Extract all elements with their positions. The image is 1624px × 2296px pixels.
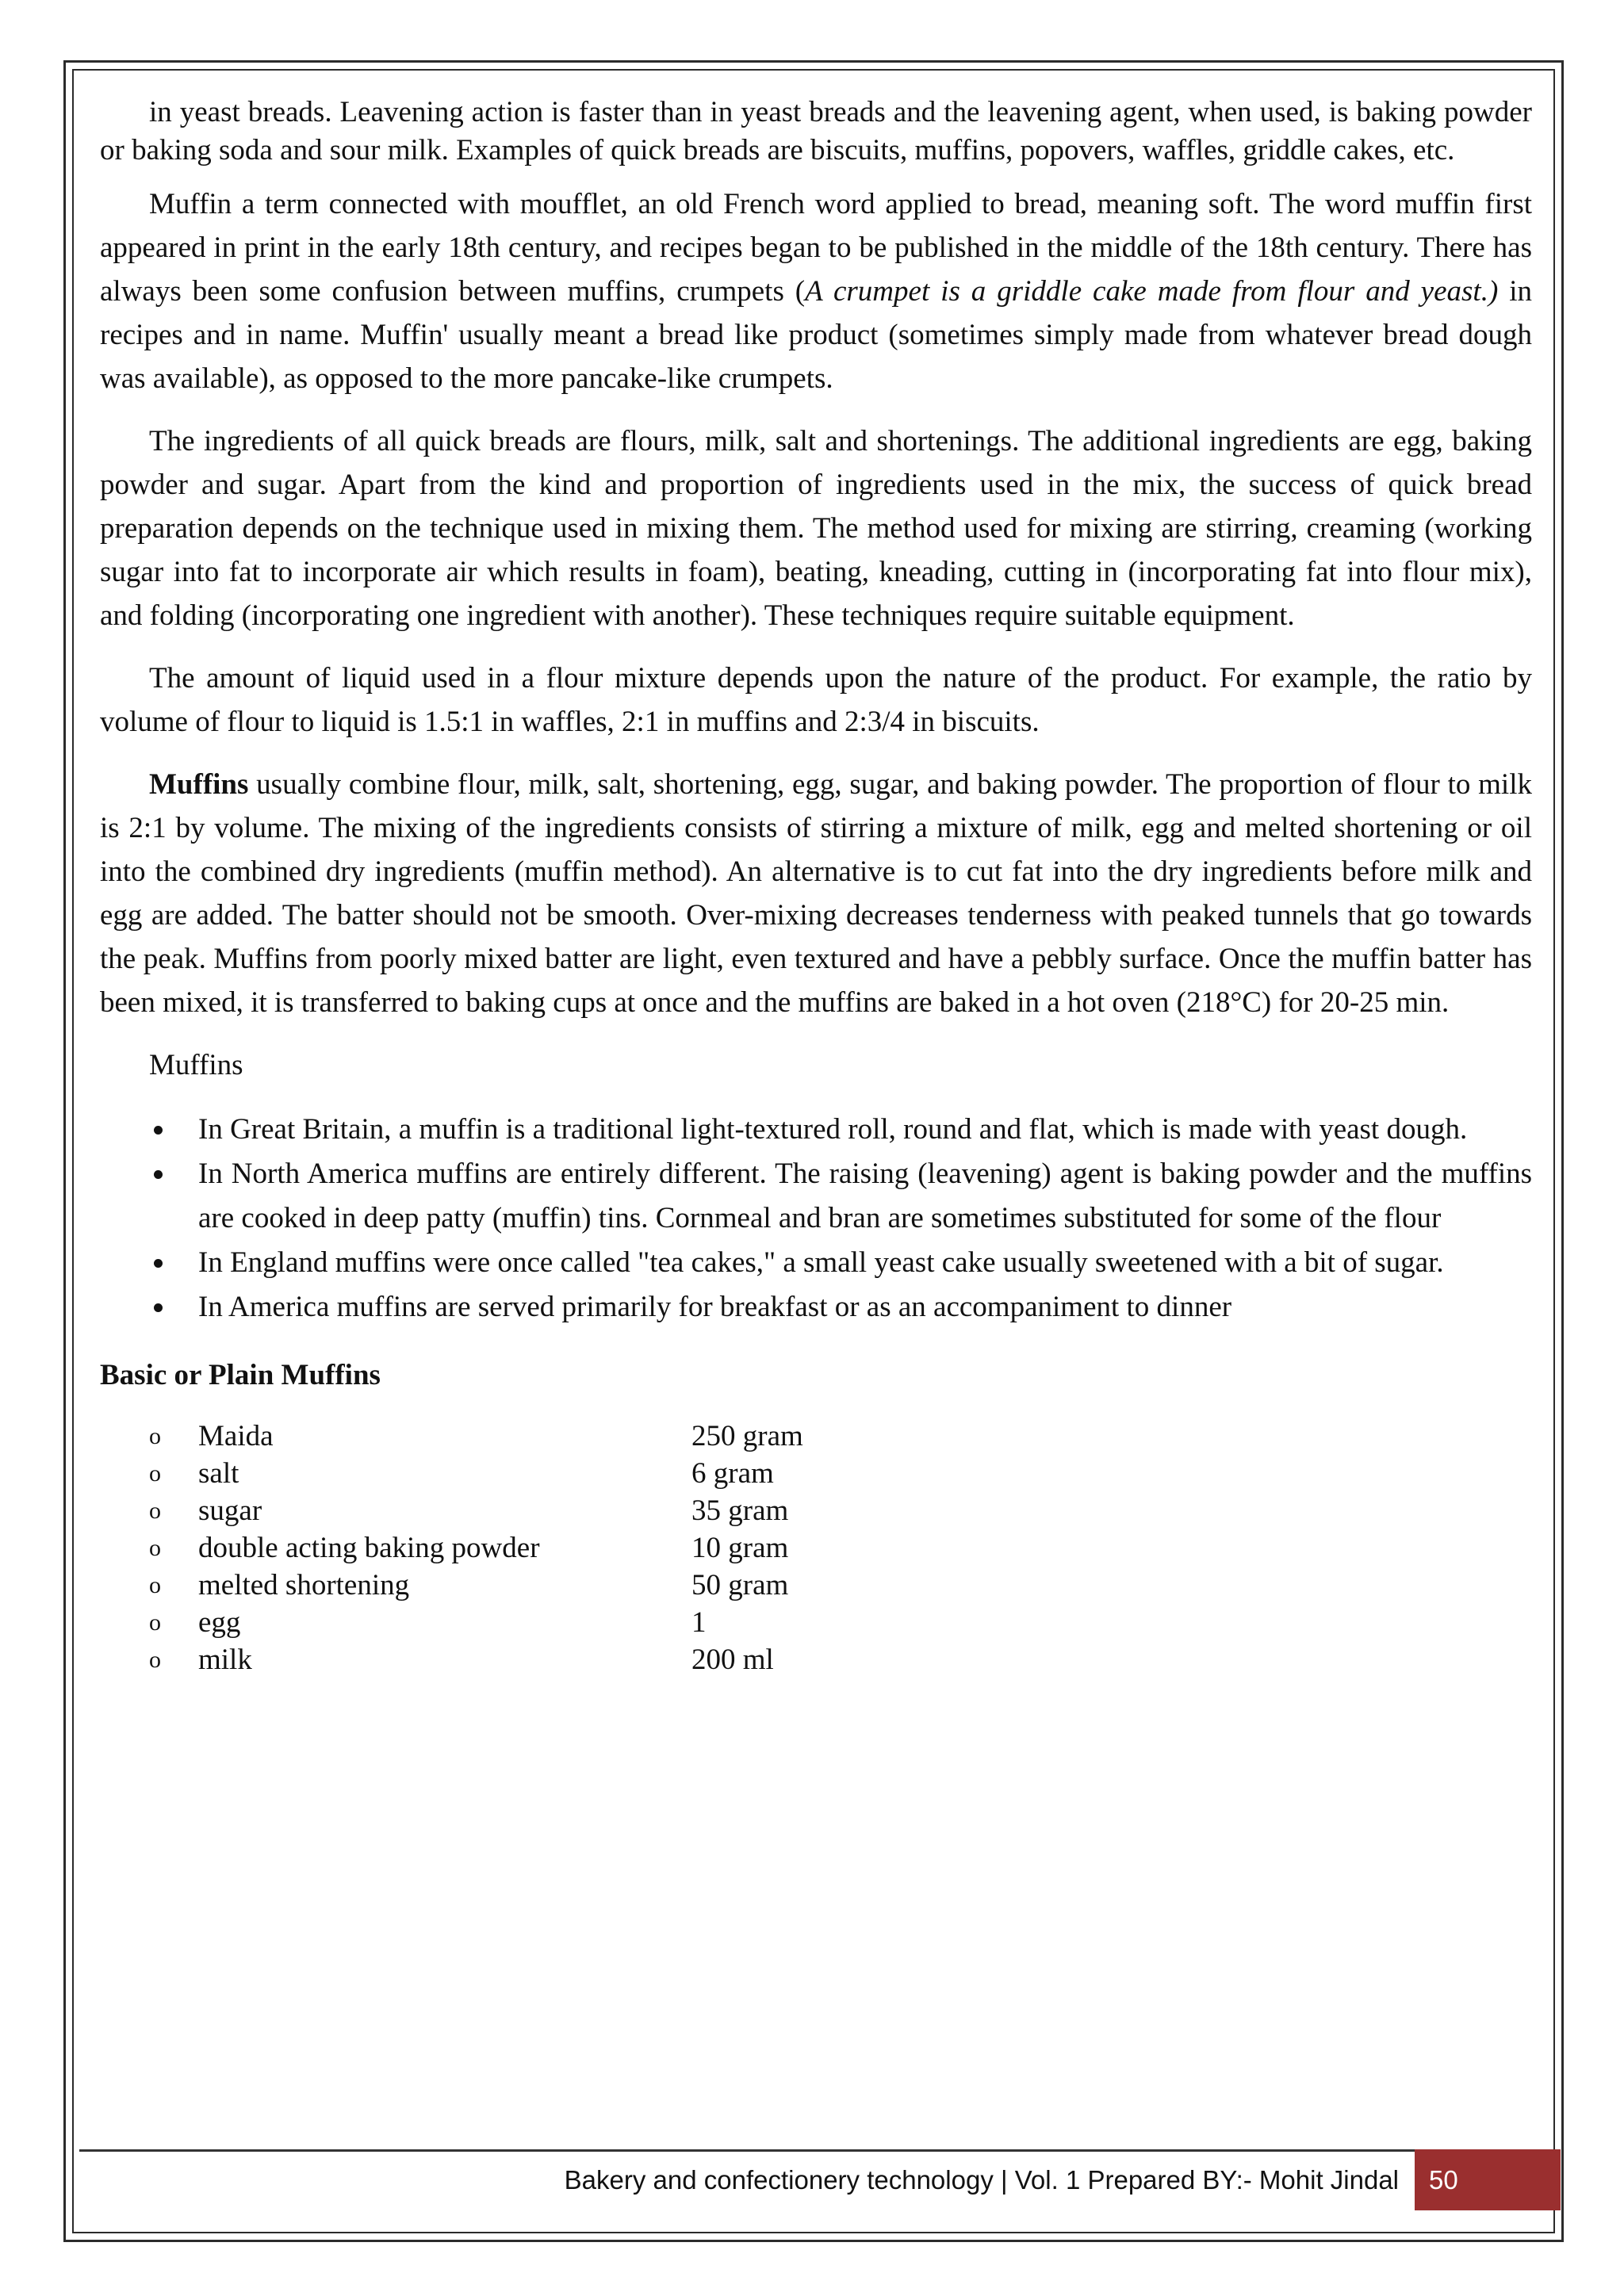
list-item-text: In North America muffins are entirely different. The raising (leavening) agent is baking powder and the muffins are cooked in deep patty (muffin) tins. Cornmeal and bran are sometimes substituted for some of the flour [198, 1158, 1532, 1234]
list-item-text: In Great Britain, a muffin is a traditional light-textured roll, round and flat, which is made with yeast dough. [198, 1113, 1468, 1146]
paragraph-liquid-ratio: The amount of liquid used in a flour mixture depends upon the nature of the product. For example, the ratio by volume of flour to liquid is 1.5:1 in waffles, 2:1 in muffins and 2:3/4 in biscuits. [100, 662, 1532, 738]
ingredient-quantity: 250 gram [691, 1420, 803, 1452]
paragraph-muffins-method [100, 763, 1532, 1024]
bullet-icon [154, 1170, 163, 1179]
page-number: 50 [1415, 2149, 1561, 2210]
circle-bullet-icon: o [149, 1460, 161, 1487]
ingredient-name: Maida [198, 1420, 274, 1452]
ingredient-quantity: 6 gram [691, 1457, 774, 1490]
paragraph-quick-breads-intro [100, 94, 1532, 170]
ingredient-name: double acting baking powder [198, 1532, 540, 1564]
page-content [100, 94, 1532, 1678]
muffins-subheading: Muffins [149, 1049, 243, 1081]
paragraph-muffin-etymology [100, 182, 1532, 400]
paragraph-text: Muffin a term connected with moufflet, an old French word applied to bread, meaning soft. The word muffin first appeared in print in the early 18th century, and recipes began to be published in the middle of the 18th century. There has always been some confusion between muffins, crumpets ( [100, 188, 1532, 308]
list-item-text: In England muffins were once called "tea cakes," a small yeast cake usually sweetened with a bit of sugar. [198, 1246, 1444, 1279]
ingredient-row [100, 1529, 1532, 1567]
ingredient-row [100, 1455, 1532, 1492]
ingredient-row [100, 1418, 1532, 1455]
circle-bullet-icon: o [149, 1535, 161, 1561]
circle-bullet-icon: o [149, 1609, 161, 1636]
ingredient-row [100, 1604, 1532, 1641]
circle-bullet-icon: o [149, 1423, 161, 1449]
paragraph-ingredients: The ingredients of all quick breads are flours, milk, salt and shortenings. The additional ingredients are egg, baking powder and sugar. Apart from the kind and proportion of ingredients used in the mix, the success of quick bread preparation depends on the technique used in mixing them. The method used for mixing are stirring, creaming (working sugar into fat to incorporate air which results in foam), beating, kneading, cutting in (incorporating fat into flour mix), and folding (incorporating one ingredient with another). These techniques require suitable equipment. [100, 425, 1532, 632]
paragraph-text: in recipes and in name. Muffin' usually meant a bread like product (sometimes simply made from whatever bread dough was available), as opposed to the more pancake-like crumpets. [100, 275, 1532, 395]
ingredient-quantity: 35 gram [691, 1494, 789, 1527]
circle-bullet-icon: o [149, 1498, 161, 1524]
ingredient-quantity: 200 ml [691, 1644, 774, 1676]
footer-text: Bakery and confectionery technology | Vol. 1 Prepared BY:- Mohit Jindal [564, 2165, 1399, 2195]
paragraph-text: in yeast breads. Leavening action is faster than in yeast breads and the leavening agent, when used, is baking powder or baking soda and sour milk. Examples of quick breads are biscuits, muffins, popovers, waffles, griddle cakes, etc. [100, 96, 1532, 166]
ingredient-quantity: 1 [691, 1606, 707, 1639]
circle-bullet-icon: o [149, 1572, 161, 1598]
list-item-text: In America muffins are served primarily for breakfast or as an accompaniment to dinner [198, 1291, 1232, 1323]
list-item [100, 1108, 1532, 1152]
bullet-icon [154, 1259, 163, 1268]
ingredient-row [100, 1567, 1532, 1604]
list-item [100, 1241, 1532, 1285]
list-item [100, 1152, 1532, 1241]
ingredient-quantity: 50 gram [691, 1569, 789, 1601]
ingredient-name: salt [198, 1457, 239, 1490]
ingredient-list [100, 1418, 1532, 1678]
bullet-icon [154, 1126, 163, 1135]
recipe-title: Basic or Plain Muffins [100, 1359, 381, 1391]
ingredient-name: melted shortening [198, 1569, 410, 1601]
ingredient-row [100, 1641, 1532, 1678]
muffin-facts-list [100, 1108, 1532, 1330]
ingredient-name: sugar [198, 1494, 262, 1527]
ingredient-row [100, 1492, 1532, 1529]
ingredient-quantity: 10 gram [691, 1532, 789, 1564]
ingredient-name: milk [198, 1644, 252, 1676]
ingredient-name: egg [198, 1606, 241, 1639]
bullet-icon [154, 1303, 163, 1312]
crumpet-definition: A crumpet is a griddle cake made from flour and yeast.) [805, 275, 1499, 308]
list-item [100, 1285, 1532, 1330]
paragraph-text: usually combine flour, milk, salt, shortening, egg, sugar, and baking powder. The proportion of flour to milk is 2:1 by volume. The mixing of the ingredients consists of stirring a mixture of milk, egg and melted shortening or oil into the combined dry ingredients (muffin method). An alternative is to cut fat into the dry ingredients before milk and egg are added. The batter should not be smooth. Over-mixing decreases tenderness with peaked tunnels that go towards the peak. Muffins from poorly mixed batter are light, even textured and have a pebbly surface. Once the muffin batter has been mixed, it is transferred to baking cups at once and the muffins are baked in a hot oven (218°C) for 20-25 min. [100, 768, 1532, 1019]
muffins-bold-term: Muffins [149, 768, 249, 801]
circle-bullet-icon: o [149, 1647, 161, 1673]
